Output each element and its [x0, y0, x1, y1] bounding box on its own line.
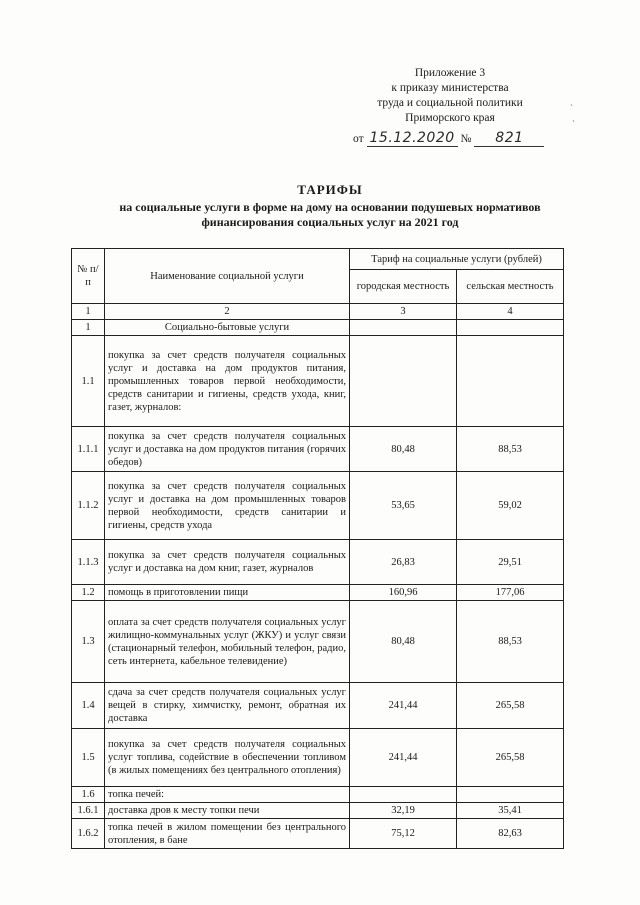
order-reference: [353, 130, 544, 147]
appendix-header: [340, 66, 560, 126]
row-rural: 59,02: [457, 472, 564, 540]
row-rural: 88,53: [457, 601, 564, 683]
title-sub: финансирования социальных услуг на 2021 год: [201, 215, 459, 229]
row-rural: [457, 336, 564, 427]
empty-cell: [350, 320, 457, 336]
row-rural: 82,63: [457, 819, 564, 849]
order-no-label: №: [460, 133, 472, 145]
header-city: городская местность: [350, 270, 457, 304]
row-name: топка печей:: [105, 787, 350, 803]
row-num: 1.2: [72, 585, 105, 601]
row-city: 32,19: [350, 803, 457, 819]
appendix-line: к приказу министерства: [391, 82, 509, 94]
section-row: [72, 320, 564, 336]
row-city: 241,44: [350, 729, 457, 787]
row-name: сдача за счет средств получателя социальных услуг вещей в стирку, химчистку, ремонт, обратная их доставка: [105, 683, 350, 729]
table-row: [72, 819, 564, 849]
header-name: Наименование социальной услуги: [105, 249, 350, 304]
row-rural: 88,53: [457, 427, 564, 472]
table-row: [72, 585, 564, 601]
row-name: покупка за счет средств получателя социальных услуг и доставка на дом промышленных товаров первой необходимости, средств санитарии и гигиены, средств ухода: [105, 472, 350, 540]
row-rural: 177,06: [457, 585, 564, 601]
colnum-cell: 4: [457, 304, 564, 320]
row-rural: 265,58: [457, 729, 564, 787]
row-rural: 29,51: [457, 540, 564, 585]
row-name: покупка за счет средств получателя социальных услуг и доставка на дом продуктов питания (горячих обедов): [105, 427, 350, 472]
row-name: покупка за счет средств получателя социальных услуг топлива, содействие в обеспечении топливом (в жилых помещениях без центрального отопления): [105, 729, 350, 787]
table-row: [72, 427, 564, 472]
title-main: ТАРИФЫ: [297, 182, 363, 197]
row-rural: [457, 787, 564, 803]
table-row: [72, 336, 564, 427]
table-row: [72, 540, 564, 585]
order-prefix: от: [353, 133, 364, 145]
row-name: помощь в приготовлении пищи: [105, 585, 350, 601]
row-num: 1.1.2: [72, 472, 105, 540]
row-city: 80,48: [350, 427, 457, 472]
row-name: оплата за счет средств получателя социальных услуг жилищно-коммунальных услуг (ЖКУ) и услуг связи (стационарный телефон, мобильный телефон, радио, сеть интернета, кабельное телевидение): [105, 601, 350, 683]
title-sub: на социальные услуги в форме на дому на основании подушевых нормативов: [119, 200, 541, 214]
row-num: 1.6.1: [72, 803, 105, 819]
colnum-cell: 3: [350, 304, 457, 320]
column-number-row: [72, 304, 564, 320]
row-name: топка печей в жилом помещении без центрального отопления, в бане: [105, 819, 350, 849]
scan-mark: ˏ: [570, 96, 573, 106]
row-city: 75,12: [350, 819, 457, 849]
appendix-line: труда и социальной политики: [377, 97, 523, 109]
row-num: 1.1: [72, 336, 105, 427]
row-num: 1.5: [72, 729, 105, 787]
order-date: 15.12.2020: [367, 130, 458, 147]
section-num: 1: [72, 320, 105, 336]
header-tariff: Тариф на социальные услуги (рублей): [350, 249, 564, 270]
row-rural: 35,41: [457, 803, 564, 819]
document-title: [60, 182, 600, 230]
table-row: [72, 472, 564, 540]
row-num: 1.3: [72, 601, 105, 683]
row-city: [350, 336, 457, 427]
header-rural: сельская местность: [457, 270, 564, 304]
row-num: 1.1.1: [72, 427, 105, 472]
colnum-cell: 2: [105, 304, 350, 320]
order-number: 821: [495, 130, 524, 146]
section-name: Социально-бытовые услуги: [105, 320, 350, 336]
row-city: 80,48: [350, 601, 457, 683]
table-row: [72, 729, 564, 787]
header-num: № п/п: [72, 249, 105, 304]
row-rural: 265,58: [457, 683, 564, 729]
row-num: 1.4: [72, 683, 105, 729]
row-city: [350, 787, 457, 803]
row-city: 53,65: [350, 472, 457, 540]
row-city: 241,44: [350, 683, 457, 729]
tariff-table: [71, 248, 564, 849]
empty-cell: [457, 320, 564, 336]
row-num: 1.6: [72, 787, 105, 803]
table-row: [72, 803, 564, 819]
table-row: [72, 601, 564, 683]
appendix-line: Приморского края: [405, 112, 495, 124]
scan-mark: ˏ: [572, 112, 575, 122]
row-name: покупка за счет средств получателя социальных услуг и доставка на дом продуктов питания, промышленных товаров первой необходимости, средств санитарии и гигиены, средств ухода, книг, газет, журналов:: [105, 336, 350, 427]
appendix-line: Приложение 3: [414, 67, 486, 79]
table-row: [72, 787, 564, 803]
row-city: 26,83: [350, 540, 457, 585]
row-num: 1.1.3: [72, 540, 105, 585]
row-name: покупка за счет средств получателя социальных услуг и доставка на дом книг, газет, журналов: [105, 540, 350, 585]
row-name: доставка дров к месту топки печи: [105, 803, 350, 819]
row-city: 160,96: [350, 585, 457, 601]
table-row: [72, 683, 564, 729]
row-num: 1.6.2: [72, 819, 105, 849]
colnum-cell: 1: [72, 304, 105, 320]
